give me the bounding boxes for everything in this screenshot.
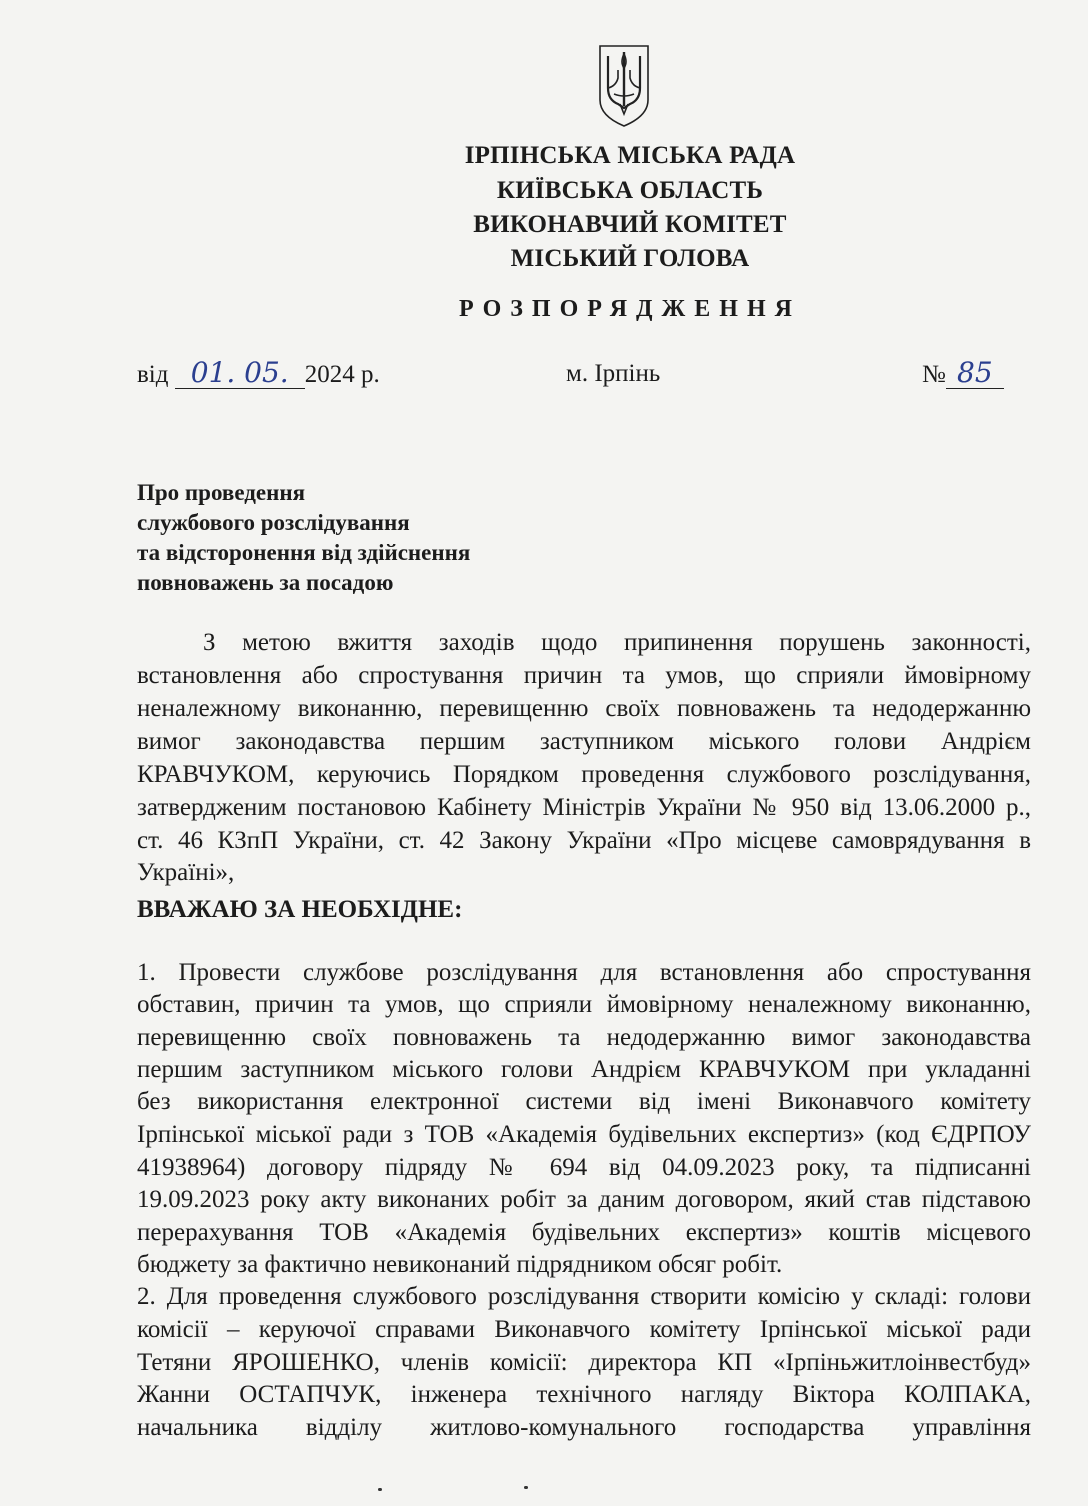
trident-emblem-icon <box>594 42 654 128</box>
document-subject: Про проведення службового розслідування та відсторонення від здійснення повноважень за посадою <box>137 480 471 595</box>
executive-committee: ВИКОНАВЧИЙ КОМІТЕТ <box>473 211 787 238</box>
resolution-heading: ВВАЖАЮ ЗА НЕОБХІДНЕ: <box>137 896 463 923</box>
scan-speck <box>378 1488 382 1491</box>
scan-speck <box>524 1486 528 1489</box>
document-page: ІРПІНСЬКА МІСЬКА РАДА КИЇВСЬКА ОБЛАСТЬ ВИКОНАВЧИЙ КОМІТЕТ МІСЬКИЙ ГОЛОВА РОЗПОРЯДЖЕННЯ від 01. 05. 2024 р. м. Ірпінь № 85 Про проведення службового розслідування та відсторонення від здійснення повноважень за посадою З метою вжиття заходів щодо припинення порушень законності, встановлення або спростування причин та умов, що сприяли ймовірному неналежному виконанню, перевищенню своїх повноважень та недодержанню вимог законодавства першим заступником міського голови Андрієм КРАВЧУКОМ, керуючись Порядком проведення службового розслідування, затвердженим постановою Кабінету Міністрів України № 950 від 13.06.2000 р., ст. 46 КЗпП України, ст. 42 Закону України «Про місцеве самоврядування в Україні», ВВАЖАЮ ЗА НЕОБХІДНЕ: 1. Провести службове розслідування для встановлення або спростування обставин, причин та умов, що сприяли ймовірному неналежному виконанню, перевищенню своїх повноважень та недодержанню вимог законодавства першим заступником міського голови Андрієм КРАВЧУКОМ при укладанні без використання електронної системи від імені Виконавчого комітету Ірпінської міської ради з ТОВ «Академія будівельних експертиз» (код ЄДРПОУ 41938964) договору підряду № 694 від 04.09.2023 року, та підписанні 19.09.2023 року акту виконаних робіт за даним договором, який став підставою перерахування ТОВ «Академія будівельних експертиз» коштів місцевого бюджету за фактично невиконаний підрядником обсяг робіт. 2. Для проведення службового розслідування створити комісію у складі: голови комісії – керуючої справами Виконавчого комітету Ірпінської міської ради Тетяни ЯРОШЕНКО, членів комісії: директора КП «Ірпіньжитлоінвестбуд» Жанни ОСТАПЧУК, інженера технічного нагляду Віктора КОЛПАКА, начальника відділу житлово-комунального господарства управління <box>0 0 1088 1506</box>
handwritten-date: 01. 05. <box>190 356 289 389</box>
mayor-title: МІСЬКИЙ ГОЛОВА <box>510 245 750 272</box>
council-name: ІРПІНСЬКА МІСЬКА РАДА <box>464 142 796 169</box>
document-type: РОЗПОРЯДЖЕННЯ <box>459 296 801 322</box>
region-name: КИЇВСЬКА ОБЛАСТЬ <box>496 177 764 204</box>
document-date: від 01. 05. 2024 р. <box>137 356 380 389</box>
document-number: № 85 <box>922 360 1004 389</box>
handwritten-number: 85 <box>957 356 993 389</box>
document-city: м. Ірпінь <box>566 360 661 387</box>
